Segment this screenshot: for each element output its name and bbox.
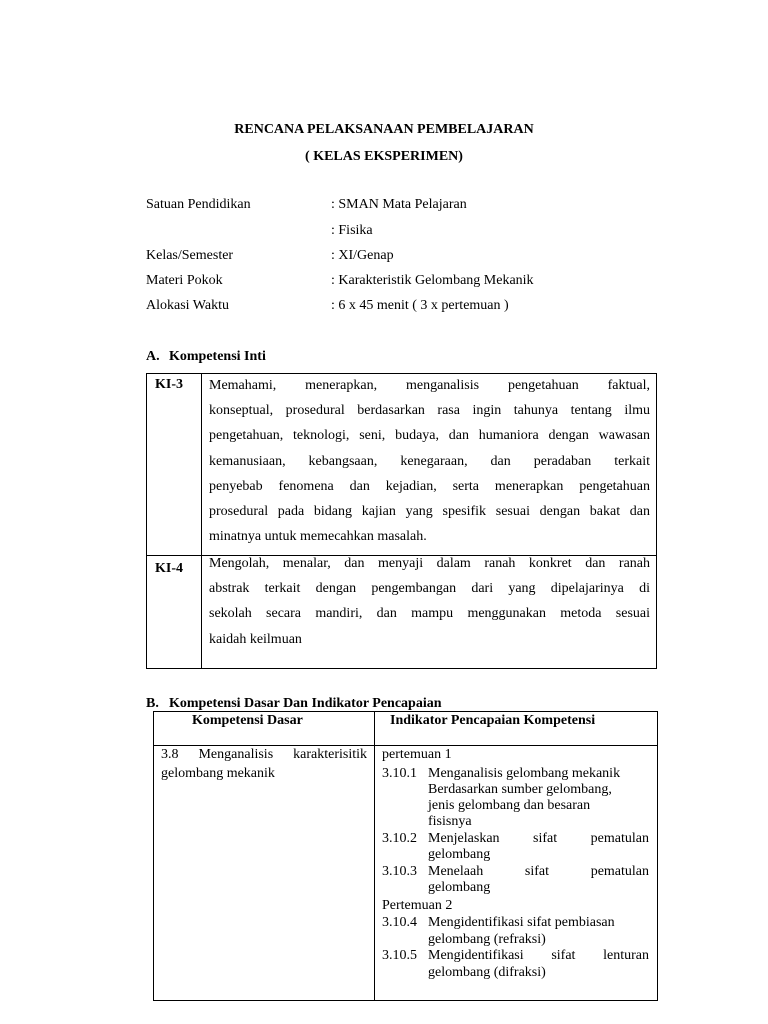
ki3-code: KI-3 [155,377,183,392]
ki3-text-line: prosedural pada bidang kajian yang spesifik sesuai dengan bakat dan [209,504,650,519]
kompetensi-dasar-table [153,711,658,1001]
info-value-kelas: : XI/Genap [331,248,394,263]
info-value-mapel: : Fisika [331,223,373,238]
section-a-title: Kompetensi Inti [169,349,266,364]
indicator-number: 3.10.5 [382,948,417,963]
section-b-title: Kompetensi Dasar Dan Indikator Pencapaian [169,696,442,711]
ki3-text-line: pengetahuan, teknologi, seni, budaya, dan humaniora dengan wawasan [209,428,650,443]
indicator-text-line: gelombang (difraksi) [428,965,546,980]
ki4-text-line: abstrak terkait dengan pengembangan dari yang dipelajarinya di [209,581,650,596]
indicator-number: 3.10.3 [382,864,417,879]
meeting-1-label: pertemuan 1 [382,747,452,762]
indicator-text-line: Menelaah sifat pematulan [428,864,649,879]
info-label-alokasi: Alokasi Waktu [146,298,229,313]
indicator-text-line: fisisnya [428,814,472,829]
indicator-number: 3.10.1 [382,766,417,781]
kd-text-line: 3.8 Menganalisis karakterisitik [161,747,367,762]
info-label-materi: Materi Pokok [146,273,223,288]
info-value-materi: : Karakteristik Gelombang Mekanik [331,273,534,288]
indicator-text-line: Menjelaskan sifat pematulan [428,831,649,846]
indicator-number: 3.10.2 [382,831,417,846]
ki4-text-line: sekolah secara mandiri, dan mampu menggunakan metoda sesuai [209,606,650,621]
kd-header-divider [154,745,657,746]
indicator-text-line: Mengidentifikasi sifat pembiasan [428,915,615,930]
indicator-text-line: Menganalisis gelombang mekanik [428,766,621,781]
ki3-text-line: minatnya untuk memecahkan masalah. [209,529,427,544]
ki3-text-line: penyebab fenomena dan kejadian, serta menerapkan pengetahuan [209,479,650,494]
meeting-2-label: Pertemuan 2 [382,898,453,913]
indicator-text-line: Mengidentifikasi sifat lenturan [428,948,649,963]
ki3-text-line: Memahami, menerapkan, menganalisis pengetahuan faktual, [209,378,650,393]
indicator-text-line: Berdasarkan sumber gelombang, [428,782,612,797]
kd-column-header: Kompetensi Dasar [192,713,303,728]
info-value-satuan: : SMAN Mata Pelajaran [331,197,467,212]
ki3-text-line: kemanusiaan, kebangsaan, kenegaraan, dan peradaban terkait [209,454,650,469]
ki4-text-line: Mengolah, menalar, dan menyaji dalam ranah konkret dan ranah [209,556,650,571]
info-label-satuan: Satuan Pendidikan [146,197,251,212]
info-value-alokasi: : 6 x 45 menit ( 3 x pertemuan ) [331,298,509,313]
section-a-letter: A. [146,349,160,364]
info-label-kelas: Kelas/Semester [146,248,234,263]
kd-column-divider [374,712,375,1000]
kd-text-line: gelombang mekanik [161,766,275,781]
indicator-text-line: gelombang [428,847,491,862]
indicator-text-line: gelombang (refraksi) [428,932,546,947]
document-title: RENCANA PELAKSANAAN PEMBELAJARAN [234,122,534,137]
indicator-text-line: gelombang [428,880,491,895]
indicator-number: 3.10.4 [382,915,417,930]
kompetensi-inti-table [146,373,657,669]
ki3-text-line: konseptual, prosedural berdasarkan rasa ingin tahunya tentang ilmu [209,403,650,418]
ipk-column-header: Indikator Pencapaian Kompetensi [390,713,596,728]
document-subtitle: ( KELAS EKSPERIMEN) [305,149,463,164]
indicator-text-line: jenis gelombang dan besaran [428,798,591,813]
ki4-text-line: kaidah keilmuan [209,632,302,647]
ki4-code: KI-4 [155,561,183,576]
section-b-letter: B. [146,696,159,711]
ki-column-divider [201,374,202,668]
